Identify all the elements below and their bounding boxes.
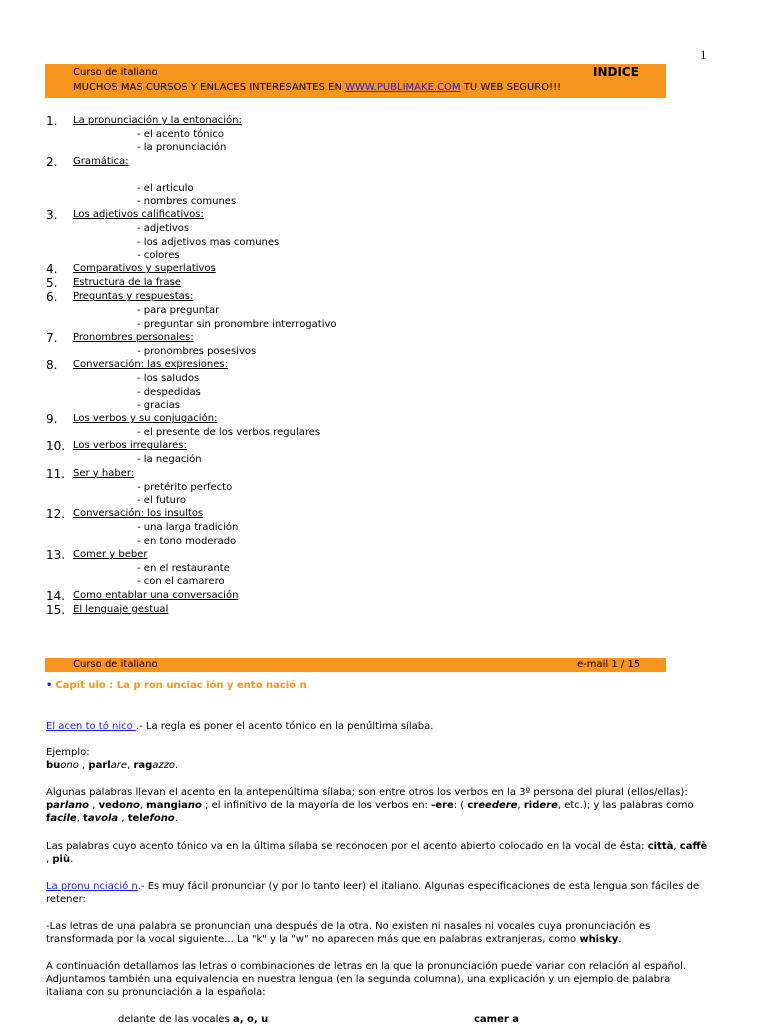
publimake-link[interactable]: WWW.PUBLIMAKE.COM <box>345 82 461 93</box>
toc-number: 6. <box>46 290 58 305</box>
toc-item <box>46 548 686 589</box>
toc-item <box>46 114 686 155</box>
toc-colon: : <box>224 359 229 371</box>
toc-subitem: - nombres comunes <box>137 196 237 208</box>
word-part: no <box>187 800 202 811</box>
end-mark: . <box>174 813 178 824</box>
word-part: are <box>110 760 128 771</box>
toc-link[interactable] <box>73 412 217 426</box>
toc-link-text: Estructura de la frase <box>73 277 181 289</box>
toc-row <box>46 507 686 521</box>
toc-row <box>46 208 686 222</box>
promo-text-end: TU WEB SEGURO!!! <box>460 82 562 93</box>
toc-link-text: Los verbos y su conjugación <box>73 413 215 425</box>
word-part: azzo <box>152 760 176 771</box>
ejemplo-words <box>46 759 710 772</box>
paragraph-acento <box>46 720 710 733</box>
table-cell-1 <box>118 1014 268 1025</box>
promo-line <box>73 82 561 93</box>
toc-link-text: Como entablar una conversación <box>73 589 239 601</box>
word-part: f <box>46 813 51 824</box>
word-part: rag <box>133 760 153 771</box>
text: a, o, u <box>232 1014 269 1025</box>
toc-link[interactable] <box>73 603 168 617</box>
paragraph-ultima <box>46 840 710 866</box>
word-part: avola <box>87 813 119 824</box>
word-part: -ere <box>431 800 454 811</box>
toc-link[interactable] <box>73 507 203 521</box>
chapter-title-text: Capít ulo : La p ron unciac ión y ento nació n <box>55 680 307 691</box>
word: caffè <box>679 841 708 852</box>
toc-link[interactable] <box>73 589 238 603</box>
toc-link[interactable] <box>73 467 134 481</box>
toc-colon: : <box>200 209 204 221</box>
toc-link[interactable] <box>73 290 193 304</box>
word-part: eedere <box>478 800 518 811</box>
toc-link[interactable] <box>73 548 148 562</box>
toc-subitem: - los saludos <box>137 373 200 385</box>
word: città <box>647 841 674 852</box>
toc-number: 10. <box>46 439 66 454</box>
toc-link-text: Conversación: los insultos <box>73 508 204 520</box>
toc-link[interactable] <box>73 331 194 345</box>
paragraph-ejemplo <box>46 746 710 772</box>
toc-item <box>46 358 686 412</box>
word-part: rid <box>523 800 540 811</box>
toc-subitem: - una larga tradición <box>137 522 239 534</box>
text: delante de las vocales <box>118 1014 233 1025</box>
word-part: t <box>83 813 88 824</box>
toc-link-text: Los verbos irregulares <box>73 440 184 452</box>
end-mark: . <box>70 854 74 865</box>
toc-row <box>46 358 686 372</box>
separator: , <box>78 760 89 771</box>
toc-item <box>46 507 686 548</box>
paragraph-letras <box>46 920 710 946</box>
toc-subitem: - con el camarero <box>137 576 225 588</box>
toc-subitem: - pronombres posesivos <box>137 345 257 357</box>
toc-colon: : <box>238 115 242 126</box>
paragraph-antepenultima <box>46 786 710 825</box>
toc-subitem: - pretérito perfecto <box>137 481 233 493</box>
separator: , <box>76 813 84 824</box>
word-part: bu <box>46 760 61 771</box>
toc-colon: : <box>190 331 194 343</box>
word-part: cr <box>467 800 479 811</box>
ejemplo-label: Ejemplo: <box>46 747 90 758</box>
toc-colon: : <box>183 440 187 452</box>
text: -Las letras de una palabra se pronuncian una después de la otra. No existen ni nasales ni vocales cuya pronunciación es transformada por la vocal siguiente... La "k" y la "w" no aparecen más que en palabras extranjeras, como <box>46 921 651 945</box>
word-part: parl <box>88 760 111 771</box>
toc-item <box>46 155 686 209</box>
promo-text: MUCHOS MAS CURSOS Y ENLACES INTERESANTES EN <box>73 82 346 93</box>
toc-row <box>46 262 686 276</box>
toc-link[interactable] <box>73 276 181 290</box>
toc-link[interactable] <box>73 439 187 453</box>
separator: , <box>139 800 147 811</box>
toc-link[interactable] <box>73 262 216 276</box>
header-band <box>45 64 666 98</box>
toc-number: 11. <box>46 466 66 481</box>
toc-number: 4. <box>46 262 58 277</box>
word-part: ono <box>60 760 79 771</box>
separator: , <box>118 813 128 824</box>
word-part: arlano <box>53 800 90 811</box>
toc-number: 9. <box>46 412 58 427</box>
toc-row <box>46 412 686 426</box>
toc-subitem: - gracias <box>137 399 180 411</box>
bullet-icon: • <box>46 680 53 691</box>
word-part: tel <box>127 813 143 824</box>
toc-link-text: Ser y haber <box>73 467 131 479</box>
separator: , <box>517 800 524 811</box>
toc-number: 12. <box>46 507 66 522</box>
toc-item <box>46 331 686 358</box>
toc-subitem <box>46 169 686 182</box>
toc-colon: : <box>125 155 129 167</box>
toc-colon: : <box>130 467 135 479</box>
toc-subitem: - el futuro <box>137 495 187 507</box>
table-of-contents <box>46 114 686 617</box>
toc-number: 1. <box>46 114 58 128</box>
toc-subitem: - la pronunciación <box>137 142 227 154</box>
separator: , <box>89 800 99 811</box>
toc-number: 8. <box>46 358 58 373</box>
toc-item <box>46 208 686 262</box>
toc-link-text: Preguntas y respuestas <box>73 291 191 303</box>
toc-link[interactable] <box>73 114 242 128</box>
text: Las palabras cuyo acento tónico va en la última sílaba se reconocen por el acento abierto colocado en la vocal de ésta: <box>46 841 648 852</box>
chapter-title <box>46 680 307 691</box>
toc-row <box>46 290 686 304</box>
toc-subitem: - despedidas <box>137 386 201 398</box>
toc-row <box>46 276 686 290</box>
table-cell-2: camer a <box>474 1014 520 1025</box>
section-email: e-mail 1 / 15 <box>577 659 641 670</box>
word-part: no <box>125 800 140 811</box>
section-band <box>45 658 666 672</box>
separator: , <box>673 841 680 852</box>
separator: , <box>127 760 134 771</box>
toc-number: 5. <box>46 276 58 291</box>
end-mark: . <box>618 934 622 945</box>
text: , etc.); y las palabras como <box>557 800 694 811</box>
toc-link-text: Gramática <box>73 155 126 167</box>
text: .- Es muy fácil pronunciar (y por lo tanto leer) el italiano. Algunas especificaciones de esta lengua son fáciles de retener: <box>46 881 700 905</box>
text: : ( <box>453 800 468 811</box>
toc-item <box>46 262 686 276</box>
toc-number: 7. <box>46 330 58 345</box>
acento-text: .- La regla es poner el acento tónico en la penúltima sílaba. <box>135 721 434 732</box>
toc-item <box>46 290 686 331</box>
toc-row <box>46 114 686 128</box>
toc-row <box>46 331 686 345</box>
toc-row <box>46 155 686 169</box>
toc-row <box>46 589 686 603</box>
toc-number: 15. <box>46 602 66 617</box>
toc-colon: : <box>190 291 194 303</box>
toc-number: 2. <box>46 154 58 169</box>
toc-subitem: - el presente de los verbos regulares <box>137 427 321 439</box>
toc-row <box>46 439 686 453</box>
word-part: acile <box>50 813 77 824</box>
toc-item <box>46 603 686 617</box>
toc-subitem: - la negación <box>137 454 202 466</box>
word: whisky <box>579 934 619 945</box>
section-course: Curso de italiano <box>73 659 158 670</box>
toc-row <box>46 467 686 481</box>
toc-subitem: - los adjetivos mas comunes <box>137 236 280 248</box>
toc-subitem: - el articulo <box>137 182 194 194</box>
text: Algunas palabras llevan el acento en la antepenúltima sílaba; son entre otros los verbos en la 3º persona del plural (ellos/ellas): <box>46 787 688 798</box>
toc-subitem: - para preguntar <box>137 305 220 317</box>
index-label: INDICE <box>593 65 639 79</box>
toc-item <box>46 412 686 439</box>
toc-subitem: - en tono moderado <box>137 535 237 547</box>
toc-link-text: La pronunciación y la entonación <box>73 115 239 126</box>
toc-subitem: - en el restaurante <box>137 562 230 574</box>
word-part: vedo <box>98 800 126 811</box>
toc-item <box>46 589 686 603</box>
word-part: efono <box>142 813 175 824</box>
toc-subitem: - el acento tónico <box>137 129 225 140</box>
course-title: Curso de italiano <box>73 67 158 78</box>
toc-link-text: Conversación: las expresiones <box>73 359 225 371</box>
toc-subitem: - preguntar sin pronombre interrogativo <box>137 318 337 330</box>
toc-number: 13. <box>46 547 66 562</box>
toc-item <box>46 467 686 508</box>
toc-link[interactable] <box>73 358 228 372</box>
toc-subitem: - adjetivos <box>137 223 190 235</box>
separator: , <box>46 854 53 865</box>
word-part: mangia <box>146 800 188 811</box>
acento-tonico-link[interactable]: El acen to tó nico <box>46 721 136 732</box>
toc-link-text: Comparativos y superlativos <box>73 263 216 275</box>
toc-row <box>46 548 686 562</box>
word: più <box>52 854 71 865</box>
toc-item <box>46 276 686 290</box>
end-mark: . <box>175 760 179 771</box>
page-number: 1 <box>700 47 707 62</box>
toc-number: 14. <box>46 588 66 603</box>
paragraph-pronunciacion <box>46 880 710 906</box>
toc-link[interactable] <box>73 208 204 222</box>
toc-colon: : <box>214 413 218 425</box>
toc-item <box>46 439 686 466</box>
toc-link[interactable] <box>73 155 129 169</box>
word-part: ere <box>539 800 558 811</box>
toc-link-text: Pronombres personales <box>73 331 191 343</box>
toc-link-text: Comer y beber <box>73 548 148 560</box>
toc-subitem: - colores <box>137 250 180 262</box>
toc-link-text: Los adjetivos calificativos <box>73 209 201 221</box>
text: ; el infinitivo de la mayoría de los verbos en: <box>201 800 432 811</box>
paragraph-continuacion: A continuación detallamos las letras o combinaciones de letras en la que la pronunciación puede variar con relación al español. Adjuntamos también una equivalencia en nuestra lengua (en la segunda columna), una explicación y un ejemplo de palabra italiana con su pronunciación a la española: <box>46 961 687 998</box>
toc-number: 3. <box>46 208 58 223</box>
toc-row <box>46 603 686 617</box>
toc-link-text: El lenguaje gestual <box>73 603 169 615</box>
word-part: p <box>46 800 54 811</box>
pronunciacion-link[interactable]: La pronu nciació n <box>46 881 138 892</box>
